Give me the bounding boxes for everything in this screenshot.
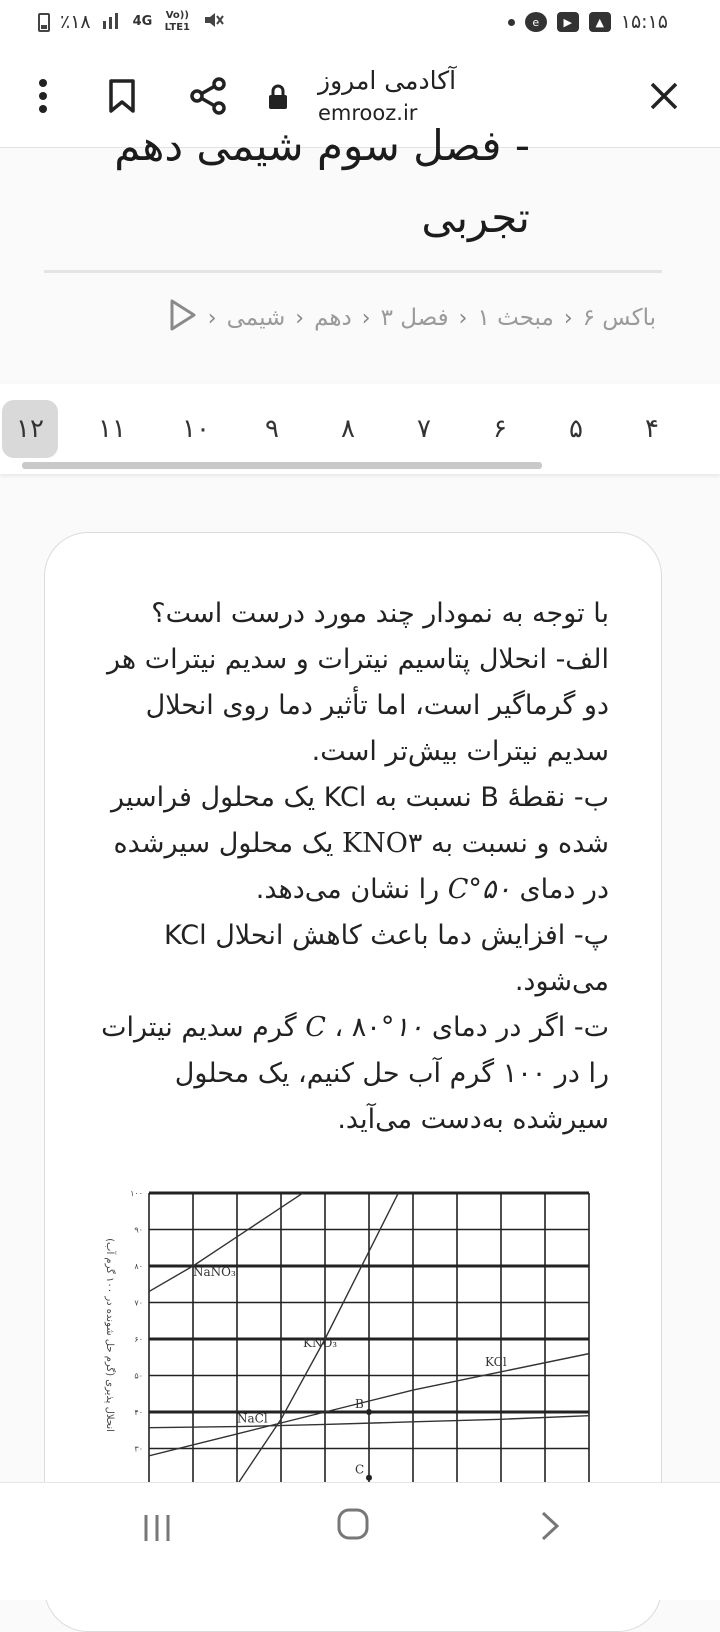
point-label-B: B [355,1397,364,1411]
notification-dot [508,19,515,26]
page-button-12-active[interactable]: ۱۲ [2,400,58,458]
page-button-10[interactable]: ۱۰ [182,414,210,444]
temp-50c: ۵۰°C [447,874,511,905]
chart-grid [149,1193,589,1485]
breadcrumb-item-4[interactable]: باکس ۶ [582,305,656,331]
point-C [366,1475,372,1481]
chevron-left-icon: ‹ [458,305,468,331]
network-type: 4G [132,14,153,29]
mute-icon [202,10,224,35]
status-right [508,11,668,33]
site-domain: emrooz.ir [318,101,418,125]
breadcrumb-item-0[interactable]: شیمی [226,305,286,331]
page-button-6[interactable]: ۶ [493,414,507,444]
breadcrumb-item-3[interactable]: مبحث ۱ [477,305,554,331]
series-label-NaCl: NaCl [237,1411,268,1426]
page-button-5[interactable]: ۵ [569,414,583,444]
article-title-line2: تجربی [421,193,530,242]
battery-level: ٪۱۸ [60,11,91,33]
browser-app-icon: e [525,12,547,32]
question-card [44,532,662,1632]
series-label-KCl: KCl [485,1354,507,1369]
statement-be-part2: یک محلول سیرشده در دمای [113,828,609,905]
temp-10c: ۱۰°C [305,1012,424,1043]
page-button-9[interactable]: ۹ [265,414,279,444]
chevron-left-icon: ‹ [563,305,573,331]
chevron-left-icon: ‹ [295,305,305,331]
signal-icon [101,11,123,34]
divider [44,270,662,273]
formula-kno3: KNO۳ [341,828,423,859]
gallery-icon: ▲ [589,12,611,32]
page-button-7[interactable]: ۷ [417,414,431,444]
close-icon[interactable] [642,74,686,118]
box-pagination [0,384,720,474]
home-icon[interactable] [336,1507,376,1547]
page-button-4[interactable]: ۴ [645,414,659,444]
statement-te [99,1005,609,1143]
series-label-KNO₃: KNO₃ [303,1336,338,1350]
lock-icon [266,82,290,112]
status-left [38,10,224,35]
back-chevron-icon[interactable] [538,1509,578,1549]
question-text [99,591,609,1143]
page-button-8[interactable]: ۸ [341,414,355,444]
chart-y-axis-label: انحلال پذیری (گرم حل شونده در ۱۰۰ گرم آب) [104,1238,115,1432]
y-tick-label: ۹۰ [134,1225,143,1235]
pagination-scrollbar[interactable] [22,462,542,469]
chevron-left-icon: ‹ [361,305,371,331]
solubility-chart [97,1185,597,1485]
y-tick-label: ۷۰ [134,1298,143,1308]
page-button-11[interactable]: ۱۱ [98,414,126,444]
breadcrumb [168,298,656,338]
chevron-left-icon: ‹ [207,305,217,331]
article-title [10,110,530,254]
chart-y-ticks [130,1189,143,1490]
y-tick-label: ۴۰ [134,1408,143,1417]
site-name: آکادمی امروز [318,66,457,95]
system-nav-bar [0,1482,720,1600]
breadcrumb-item-2[interactable]: فصل ۳ [380,305,449,331]
article-title-line1: - فصل سوم شیمی دهم [114,121,530,170]
series-label-NaNO₃: NaNO₃ [193,1265,236,1279]
y-tick-label: ۳۰ [134,1444,143,1454]
y-tick-label: ۵۰ [134,1371,143,1381]
status-bar [0,0,720,44]
statement-alef: الف- انحلال پتاسیم نیترات و سدیم نیترات هر دو گرماگیر است، اما تأثیر دما روی انحلال سدیم نیترات بیش‌تر است. [106,644,609,767]
statement-be-part3: را نشان می‌دهد. [255,874,440,905]
question-prompt: با توجه به نمودار چند مورد درست است؟ [151,598,609,629]
statement-pe: پ- افزایش دما باعث کاهش انحلال KCl می‌شود. [164,920,609,997]
breadcrumb-home-icon[interactable] [168,298,198,338]
statement-te-part1: ت- اگر در دمای [431,1012,609,1043]
recent-apps-icon[interactable] [140,1511,180,1551]
statement-be-part1: ب- نقطهٔ B نسبت به KCl یک محلول فراسیر شده و نسبت به [110,782,609,859]
y-tick-label: ۸۰ [134,1262,143,1271]
point-label-C: C [355,1462,365,1477]
article-header [0,121,720,384]
breadcrumb-item-1[interactable]: دهم [314,305,352,331]
y-tick-label: ۱۰۰ [130,1189,143,1198]
volte-label: Vo)) LTE1 [164,10,190,33]
statement-te-part2: ، ۸۰ گرم سدیم نیترات را در ۱۰۰ گرم آب حل کنیم، یک محلول سیرشده به‌دست می‌آید. [101,1012,609,1135]
point-B [366,1409,372,1415]
y-tick-label: ۶۰ [134,1335,143,1344]
clock: ۱۵:۱۵ [620,11,668,33]
battery-icon [38,13,50,32]
youtube-icon: ▶ [557,12,579,32]
statement-be [99,775,609,913]
